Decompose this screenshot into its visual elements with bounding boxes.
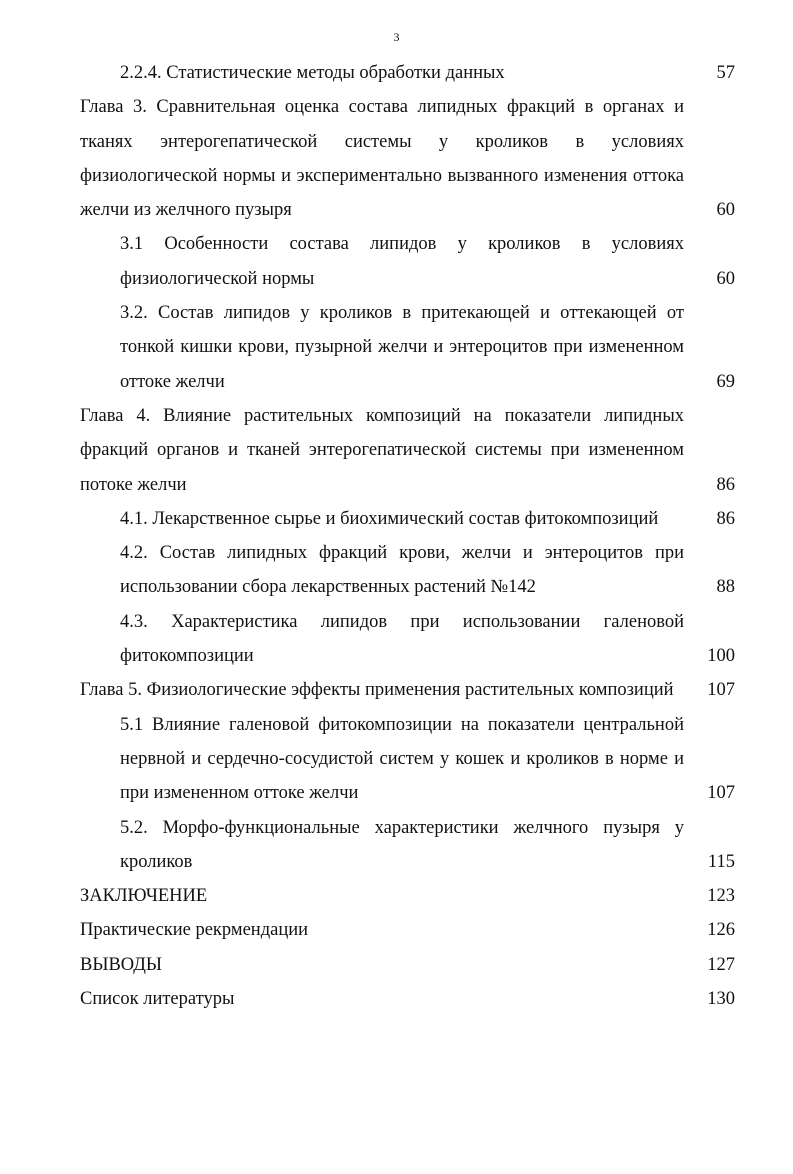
toc-entry bbox=[0, 536, 793, 605]
table-of-contents bbox=[0, 56, 793, 1016]
toc-entry bbox=[0, 227, 793, 296]
toc-entry bbox=[0, 673, 793, 707]
toc-entry-title: 2.2.4. Статистические методы обработки данных bbox=[120, 63, 505, 83]
toc-entry-title: 3.1 Особенности состава липидов у кроликов в условиях физиологической нормы bbox=[120, 234, 684, 289]
toc-entry bbox=[0, 502, 793, 536]
toc-entry-title: Глава 3. Сравнительная оценка состава липидных фракций в органах и тканях энтерогепатической системы у кроликов в условиях физиологической нормы и экспериментально вызванного изменения оттока желчи из желчного пузыря bbox=[80, 97, 684, 221]
toc-entry-page: 57 bbox=[716, 63, 735, 83]
toc-entry-title: 5.2. Морфо-функциональные характеристики желчного пузыря у кроликов bbox=[120, 817, 684, 872]
toc-entry-title: ВЫВОДЫ bbox=[80, 954, 163, 975]
toc-entry-page: 126 bbox=[707, 920, 735, 941]
toc-entry-page: 127 bbox=[707, 954, 735, 975]
toc-entry-page: 86 bbox=[716, 508, 735, 529]
toc-entry-page: 107 bbox=[707, 783, 735, 804]
toc-entry bbox=[0, 56, 793, 90]
toc-entry bbox=[0, 296, 793, 399]
toc-entry-title: Практические рекрмендации bbox=[80, 920, 309, 941]
page-number: 3 bbox=[393, 30, 400, 44]
toc-entry bbox=[0, 948, 793, 982]
toc-entry bbox=[0, 605, 793, 674]
toc-entry-page: 130 bbox=[707, 989, 735, 1010]
toc-entry-title: Список литературы bbox=[80, 989, 235, 1010]
toc-entry bbox=[0, 399, 793, 502]
toc-entry-title: Глава 4. Влияние растительных композиций на показатели липидных фракций органов и тканей энтерогепатической системы при измененном потоке желчи bbox=[80, 405, 684, 495]
toc-entry-page: 86 bbox=[716, 474, 735, 495]
toc-entry-title: 3.2. Состав липидов у кроликов в притекающей и оттекающей от тонкой кишки крови, пузырной желчи и энтероцитов при измененном оттоке желчи bbox=[120, 303, 684, 392]
toc-entry bbox=[0, 879, 793, 913]
toc-entry-title: 5.1 Влияние галеновой фитокомпозиции на показатели центральной нервной и сердечно-сосудистой систем у кошек и кроликов в норме и при измененном оттоке желчи bbox=[120, 714, 684, 804]
toc-entry-page: 115 bbox=[707, 851, 735, 872]
toc-entry-page: 69 bbox=[716, 371, 735, 392]
toc-entry-page: 123 bbox=[707, 886, 735, 907]
toc-entry-title: ЗАКЛЮЧЕНИЕ bbox=[80, 886, 208, 907]
toc-entry-title: 4.1. Лекарственное сырье и биохимический состав фитокомпозиций bbox=[120, 508, 659, 529]
toc-entry-page: 60 bbox=[716, 200, 735, 221]
toc-entry bbox=[0, 811, 793, 880]
toc-entry-title: Глава 5. Физиологические эффекты применения растительных композиций bbox=[80, 680, 674, 701]
toc-entry-title: 4.3. Характеристика липидов при использовании галеновой фитокомпозиции bbox=[120, 611, 684, 667]
toc-entry-page: 100 bbox=[707, 646, 735, 667]
toc-entry-page: 107 bbox=[707, 680, 735, 701]
toc-entry bbox=[0, 913, 793, 947]
toc-entry bbox=[0, 982, 793, 1016]
toc-entry-title: 4.2. Состав липидных фракций крови, желчи и энтероцитов при использовании сбора лекарственных растений №142 bbox=[120, 543, 684, 598]
toc-entry-page: 60 bbox=[716, 268, 735, 289]
toc-entry bbox=[0, 90, 793, 227]
toc-entry-page: 88 bbox=[716, 577, 735, 598]
toc-entry bbox=[0, 708, 793, 811]
